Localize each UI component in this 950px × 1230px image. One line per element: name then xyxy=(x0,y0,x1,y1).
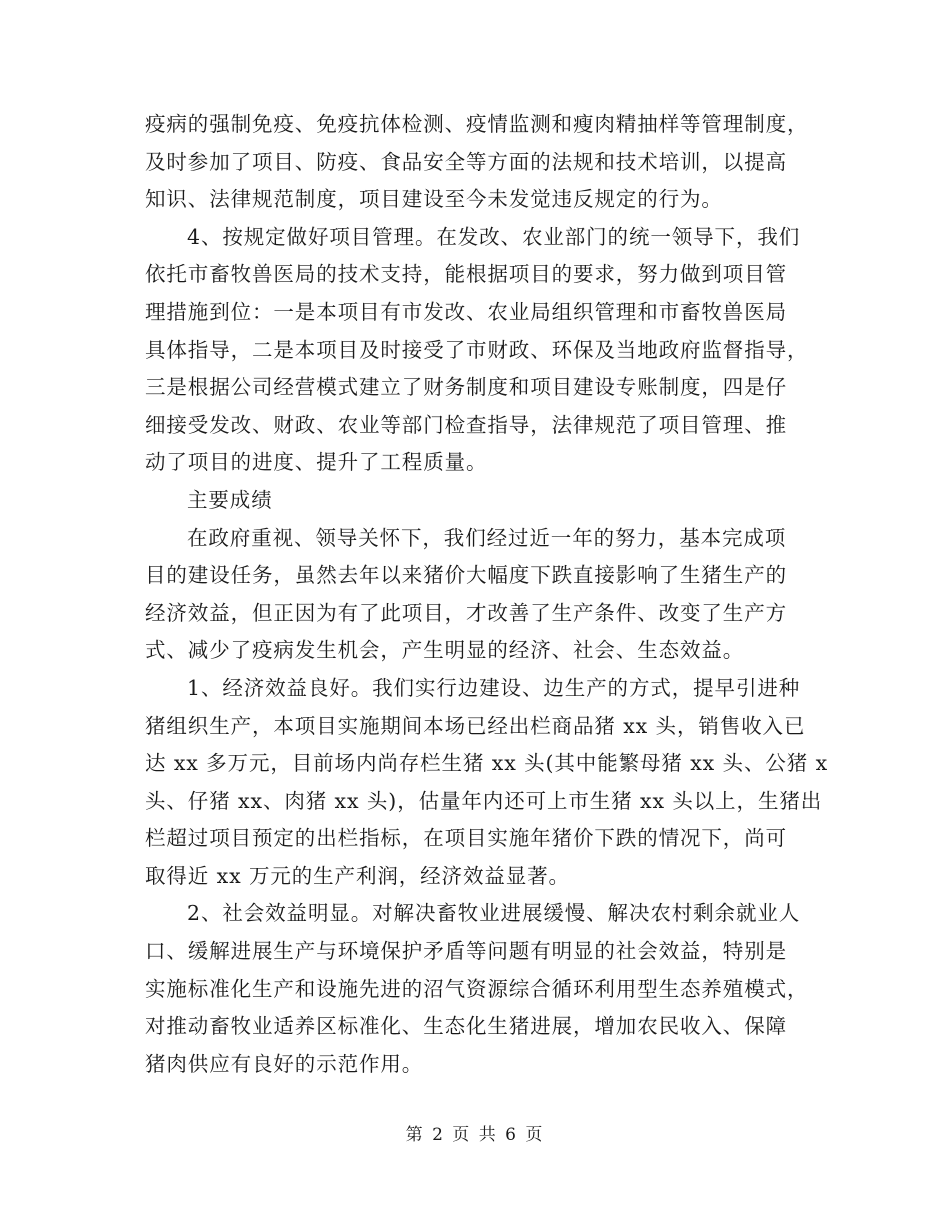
text-line: 取得近 xx 万元的生产利润，经济效益显著。 xyxy=(145,863,570,888)
text-line: 2、社会效益明显。对解决畜牧业进展缓慢、解决农村剩余就业人 xyxy=(187,901,801,926)
text-line: 式、减少了疫病发生机会，产生明显的经济、社会、生态效益。 xyxy=(145,638,745,663)
text-line: 知识、法律规范制度，项目建设至今未发觉违反规定的行为。 xyxy=(145,187,723,212)
text-line: 猪组织生产，本项目实施期间本场已经出栏商品猪 xx 头，销售收入已 xyxy=(145,713,806,738)
text-line: 细接受发改、财政、农业等部门检查指导，法律规范了项目管理、推 xyxy=(145,412,787,437)
text-line: 1、经济效益良好。我们实行边建设、边生产的方式，提早引进种 xyxy=(187,675,801,700)
text-line: 头、仔猪 xx、肉猪 xx 头)，估量年内还可上市生猪 xx 头以上，生猪出 xyxy=(145,788,823,813)
page-footer: 第 2 页 共 6 页 xyxy=(405,1125,545,1145)
text-line: 栏超过项目预定的出栏指标，在项目实施年猪价下跌的情况下，尚可 xyxy=(145,826,787,851)
text-line: 动了项目的进度、提升了工程质量。 xyxy=(145,450,488,475)
text-line: 口、缓解进展生产与环境保护矛盾等问题有明显的社会效益，特别是 xyxy=(145,939,787,964)
text-line: 目的建设任务，虽然去年以来猪价大幅度下跌直接影响了生猪生产的 xyxy=(145,563,787,588)
text-line: 4、按规定做好项目管理。在发改、农业部门的统一领导下，我们 xyxy=(187,224,801,249)
text-line: 具体指导，二是本项目及时接受了市财政、环保及当地政府监督指导， xyxy=(145,337,809,362)
text-line: 三是根据公司经营模式建立了财务制度和项目建设专账制度，四是仔 xyxy=(145,375,787,400)
text-line: 达 xx 多万元，目前场内尚存栏生猪 xx 头(其中能繁母猪 xx 头、公猪 x xyxy=(145,751,829,776)
text-line: 主要成绩 xyxy=(187,487,273,512)
document-body xyxy=(145,106,829,1083)
text-line: 实施标准化生产和设施先进的沼气资源综合循环利用型生态养殖模式， xyxy=(145,976,809,1001)
text-line: 对推动畜牧业适养区标准化、生态化生猪进展，增加农民收入、保障 xyxy=(145,1014,787,1039)
text-line: 及时参加了项目、防疫、食品安全等方面的法规和技术培训，以提高 xyxy=(145,149,787,174)
text-line: 依托市畜牧兽医局的技术支持，能根据项目的要求，努力做到项目管 xyxy=(145,262,787,287)
text-line: 疫病的强制免疫、免疫抗体检测、疫情监测和瘦肉精抽样等管理制度， xyxy=(145,112,809,136)
text-line: 猪肉供应有良好的示范作用。 xyxy=(145,1051,424,1076)
text-line: 理措施到位：一是本项目有市发改、农业局组织管理和市畜牧兽医局 xyxy=(145,299,787,324)
text-line: 在政府重视、领导关怀下，我们经过近一年的努力，基本完成项 xyxy=(187,525,787,550)
text-line: 经济效益，但正因为有了此项目，才改善了生产条件、改变了生产方 xyxy=(145,600,787,625)
